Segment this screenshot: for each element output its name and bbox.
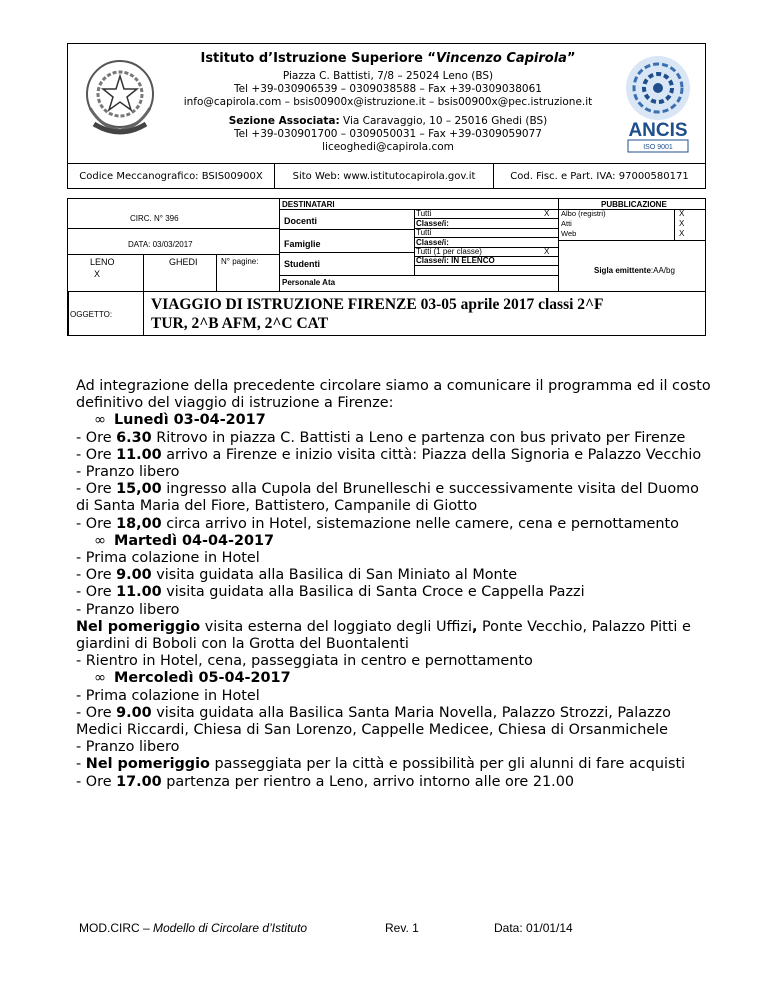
circular-body	[76, 378, 716, 791]
oggetto-label: OGGETTO:	[70, 310, 113, 319]
site-ghedi: GHEDI	[169, 257, 198, 267]
recipient-famiglie: Famiglie	[284, 239, 321, 249]
day-heading: ∞ Martedì 04-04-2017	[94, 532, 275, 549]
pub-web: Web	[561, 229, 577, 238]
schedule-item: - Ore 11.00 arrivo a Firenze e inizio visita città: Piazza della Signoria e Palazzo Vecchio	[76, 446, 702, 463]
schedule-item: Nel pomeriggio visita esterna del loggiato degli Uffizi, Ponte Vecchio, Palazzo Pitti e giardini di Boboli con la Grotta del Buontalenti	[76, 618, 691, 653]
bullet-icon: ∞	[94, 532, 106, 549]
institute-emails: info@capirola.com – bsis00900x@istruzione.it – bsis00900x@pec.istruzione.it	[183, 96, 593, 108]
institute-phone: Tel +39-030906539 – 0309038588 – Fax +39-0309038061	[234, 83, 542, 95]
codes-row	[68, 163, 705, 189]
pub-atti: Atti	[561, 219, 572, 228]
institute-title: Istituto d’Istruzione Superiore “Vincenzo Capirola”	[200, 51, 576, 66]
schedule-item: - Ore 9.00 visita guidata alla Basilica Santa Maria Novella, Palazzo Strozzi, Palazzo Medici Riccardi, Chiesa di San Lorenzo, Cappelle Medicee, Chiesa di Orsanmichele	[76, 704, 671, 739]
pub-atti-mark: X	[679, 219, 685, 228]
schedule-item: - Pranzo libero	[76, 464, 180, 481]
letterhead	[67, 43, 706, 189]
docenti-tutti: Tutti	[416, 209, 432, 218]
ancis-iso-logo-icon	[616, 52, 700, 154]
docenti-mark: X	[544, 209, 550, 218]
footer-revision: Rev. 1	[385, 921, 419, 935]
circ-number: CIRC. N° 396	[130, 214, 179, 223]
day-heading: ∞ Lunedì 03-04-2017	[94, 412, 266, 429]
website-link[interactable]: Sito Web: www.istitutocapirola.gov.it	[275, 164, 494, 189]
docenti-classi: Classe/i:	[416, 219, 449, 228]
institute-address: Piazza C. Battisti, 7/8 – 25024 Leno (BS)	[282, 70, 494, 82]
day-heading: ∞ Mercoledì 05-04-2017	[94, 670, 291, 687]
schedule-item: - Pranzo libero	[76, 601, 180, 618]
branch-address: Sezione Associata: Via Caravaggio, 10 – 25016 Ghedi (BS)	[228, 115, 548, 127]
footer-model: MOD.CIRC – Modello di Circolare d’Istituto	[79, 921, 308, 935]
schedule-item: - Ore 11.00 visita guidata alla Basilica di Santa Croce e Cappella Pazzi	[76, 584, 585, 601]
footer-date: Data: 01/01/14	[494, 921, 573, 935]
studenti-classi: Classe/i: IN ELENCO	[416, 256, 495, 265]
circ-date: DATA: 03/03/2017	[128, 240, 193, 249]
schedule-item: - Nel pomeriggio passeggiata per la città e possibilità per gli alunni di fare acquisti	[76, 756, 686, 773]
pub-web-mark: X	[679, 229, 685, 238]
branch-phone: Tel +39-030901700 – 0309050031 – Fax +39-0309059077	[234, 128, 542, 140]
pub-albo: Albo (registri)	[561, 209, 606, 218]
fiscal-code: Cod. Fisc. e Part. IVA: 97000580171	[510, 171, 689, 182]
oggetto-text: VIAGGIO DI ISTRUZIONE FIRENZE 03-05 aprile 2017 classi 2^F TUR, 2^B AFM, 2^C CAT	[151, 296, 604, 332]
studenti-tutti: Tutti (1 per classe)	[416, 247, 482, 256]
pages-label: N° pagine:	[221, 257, 259, 266]
schedule-item: - Ore 9.00 visita guidata alla Basilica di San Miniato al Monte	[76, 567, 518, 584]
bullet-icon: ∞	[94, 670, 106, 687]
site-leno-mark: X	[94, 269, 101, 279]
destinatari-heading: DESTINATARI	[282, 200, 335, 209]
schedule-item: - Prima colazione in Hotel	[76, 687, 260, 704]
circular-table	[67, 198, 706, 336]
logo-iso: ISO 9001	[643, 144, 673, 151]
codice-meccanografico: Codice Meccanografico: BSIS00900X	[68, 164, 275, 189]
famiglie-classi: Classe/i:	[416, 238, 449, 247]
intro-paragraph: Ad integrazione della precedente circolare siamo a comunicare il programma ed il costo definitivo del viaggio di istruzione a Firenze:	[76, 378, 711, 412]
pubblicazione-heading: PUBBLICAZIONE	[601, 200, 667, 209]
bullet-icon: ∞	[94, 412, 106, 429]
schedule-item: - Ore 17.00 partenza per rientro a Leno, arrivo intorno alle ore 21.00	[76, 773, 575, 790]
studenti-mark: X	[544, 247, 550, 256]
schedule-item: - Pranzo libero	[76, 739, 180, 756]
recipient-studenti: Studenti	[284, 259, 320, 269]
recipient-personale-ata: Personale Ata	[282, 278, 336, 287]
branch-email: liceoghedi@capirola.com	[322, 141, 454, 153]
schedule-item: - Prima colazione in Hotel	[76, 550, 260, 567]
schedule-item: - Rientro in Hotel, cena, passeggiata in centro e pernottamento	[76, 653, 533, 670]
schedule-item: - Ore 18,00 circa arrivo in Hotel, sistemazione nelle camere, cena e pernottamento	[76, 515, 679, 532]
sigla-emittente: Sigla emittente:AA/bg	[594, 266, 675, 275]
famiglie-tutti: Tutti	[416, 228, 432, 237]
pub-albo-mark: X	[679, 209, 685, 218]
schedule-item: - Ore 6.30 Ritrovo in piazza C. Battisti a Leno e partenza con bus privato per Firenze	[76, 429, 686, 446]
italian-emblem-icon	[82, 56, 158, 138]
recipient-docenti: Docenti	[284, 216, 318, 226]
schedule-item: - Ore 15,00 ingresso alla Cupola del Brunelleschi e successivamente visita del Duomo di Santa Maria del Fiore, Battistero, Campanile di Giotto	[76, 481, 699, 515]
site-leno: LENO	[90, 257, 115, 267]
logo-text: ANCIS	[628, 120, 688, 141]
